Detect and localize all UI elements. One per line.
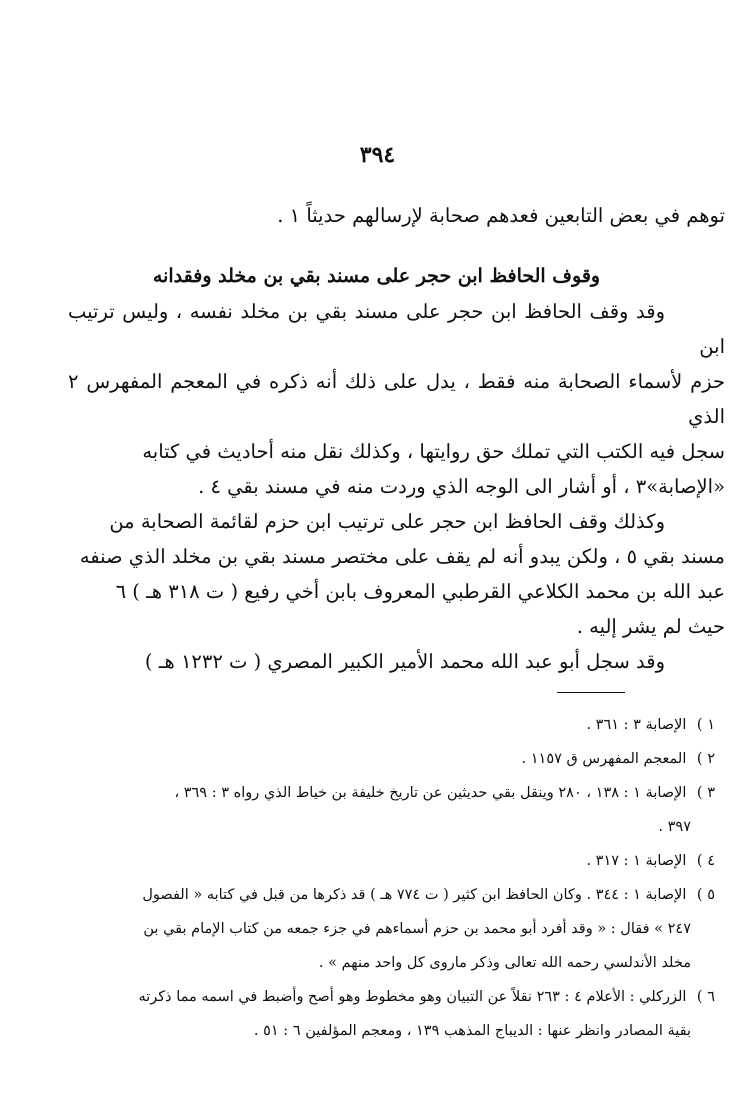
main-text xyxy=(68,198,725,679)
footnote-separator xyxy=(557,692,625,693)
footnote-continuation: ٢٤٧ » فقال : « وقد أفرد أبو محمد بن حزم أسماءهم في جزء جمعه من كتاب الإمام بقي بن xyxy=(143,921,691,937)
paragraph-line: وقد سجل أبو عبد الله محمد الأمير الكبير المصري ( ت ١٢٣٢ هـ ) xyxy=(144,650,665,673)
footnote-number: ٢ ) xyxy=(696,751,715,767)
paragraph-line: عبد الله بن محمد الكلاعي القرطبي المعروف بابن أخي رفيع ( ت ٣١٨ هـ ) ٦ xyxy=(115,580,725,603)
footnote-text: الإصابة ١ : ٣١٧ . xyxy=(586,853,687,869)
footnote-number: ٦ ) xyxy=(696,989,715,1005)
footnote-text: المعجم المفهرس ق ١١٥٧ . xyxy=(521,751,687,767)
paragraph-2 xyxy=(68,504,725,644)
section-heading: وقوف الحافظ ابن حجر على مسند بقي بن مخلد وفقدانه xyxy=(152,265,601,287)
paragraph-line: وكذلك وقف الحافظ ابن حجر على ترتيب ابن حزم لقائمة الصحابة من xyxy=(109,510,665,533)
paragraph-line: حزم لأسماء الصحابة منه فقط ، يدل على ذلك أنه ذكره في المعجم المفهرس ٢ الذي xyxy=(68,370,725,428)
paragraph-line: وقد وقف الحافظ ابن حجر على مسند بقي بن مخلد نفسه ، وليس ترتيب ابن xyxy=(68,300,725,358)
footnote-4 xyxy=(50,844,715,878)
footnote-number: ٥ ) xyxy=(696,887,715,903)
footnote-text: الإصابة ١ : ١٣٨ ، ٢٨٠ وينقل بقي حديثين عن تاريخ خليفة بن خياط الذي رواه ٣ : ٣٦٩ ، xyxy=(174,785,687,801)
footnote-6 xyxy=(50,980,715,1048)
footnote-text: الزركلي : الأعلام ٤ : ٢٦٣ نقلاً عن التبيان وهو مخطوط وهو أصح وأضبط في اسمه مما ذكرته xyxy=(138,989,687,1005)
footnote-number: ٣ ) xyxy=(696,785,715,801)
paragraph-line: سجل فيه الكتب التي تملك حق روايتها ، وكذلك نقل منه أحاديث في كتابه xyxy=(142,440,725,463)
footnote-1 xyxy=(50,708,715,742)
footnote-continuation: بقية المصادر وانظر عنها : الديباج المذهب ١٣٩ ، ومعجم المؤلفين ٦ : ٥١ . xyxy=(253,1023,691,1039)
footnote-2 xyxy=(50,742,715,776)
paragraph-3 xyxy=(68,644,725,679)
paragraph-line: «الإصابة»٣ ، أو أشار الى الوجه الذي وردت منه في مسند بقي ٤ . xyxy=(198,475,725,498)
footnote-3 xyxy=(50,776,715,844)
footnote-text: الإصابة ١ : ٣٤٤ . وكان الحافظ ابن كثير ( ت ٧٧٤ هـ ) قد ذكرها من قبل في كتابه « الفصول xyxy=(142,887,687,903)
paragraph-1 xyxy=(68,294,725,504)
footnote-5 xyxy=(50,878,715,980)
paragraph-line: مسند بقي ٥ ، ولكن يبدو أنه لم يقف على مختصر مسند بقي بن مخلد الذي صنفه xyxy=(79,545,725,568)
footnote-continuation: ٣٩٧ . xyxy=(658,819,691,835)
footnote-number: ٤ ) xyxy=(696,853,715,869)
footnote-number: ١ ) xyxy=(696,717,715,733)
paragraph-line: حيث لم يشر إليه . xyxy=(576,615,725,638)
footnote-continuation: مخلد الأندلسي رحمه الله تعالى وذكر ماروى كل واحد منهم » . xyxy=(318,955,691,971)
page-number: ٣٩٤ xyxy=(359,142,396,168)
intro-line: توهم في بعض التابعين فعدهم صحابة لإرسالهم حديثاً ١ . xyxy=(277,204,725,227)
footnotes xyxy=(50,708,715,1048)
footnote-text: الإصابة ٣ : ٣٦١ . xyxy=(586,717,687,733)
